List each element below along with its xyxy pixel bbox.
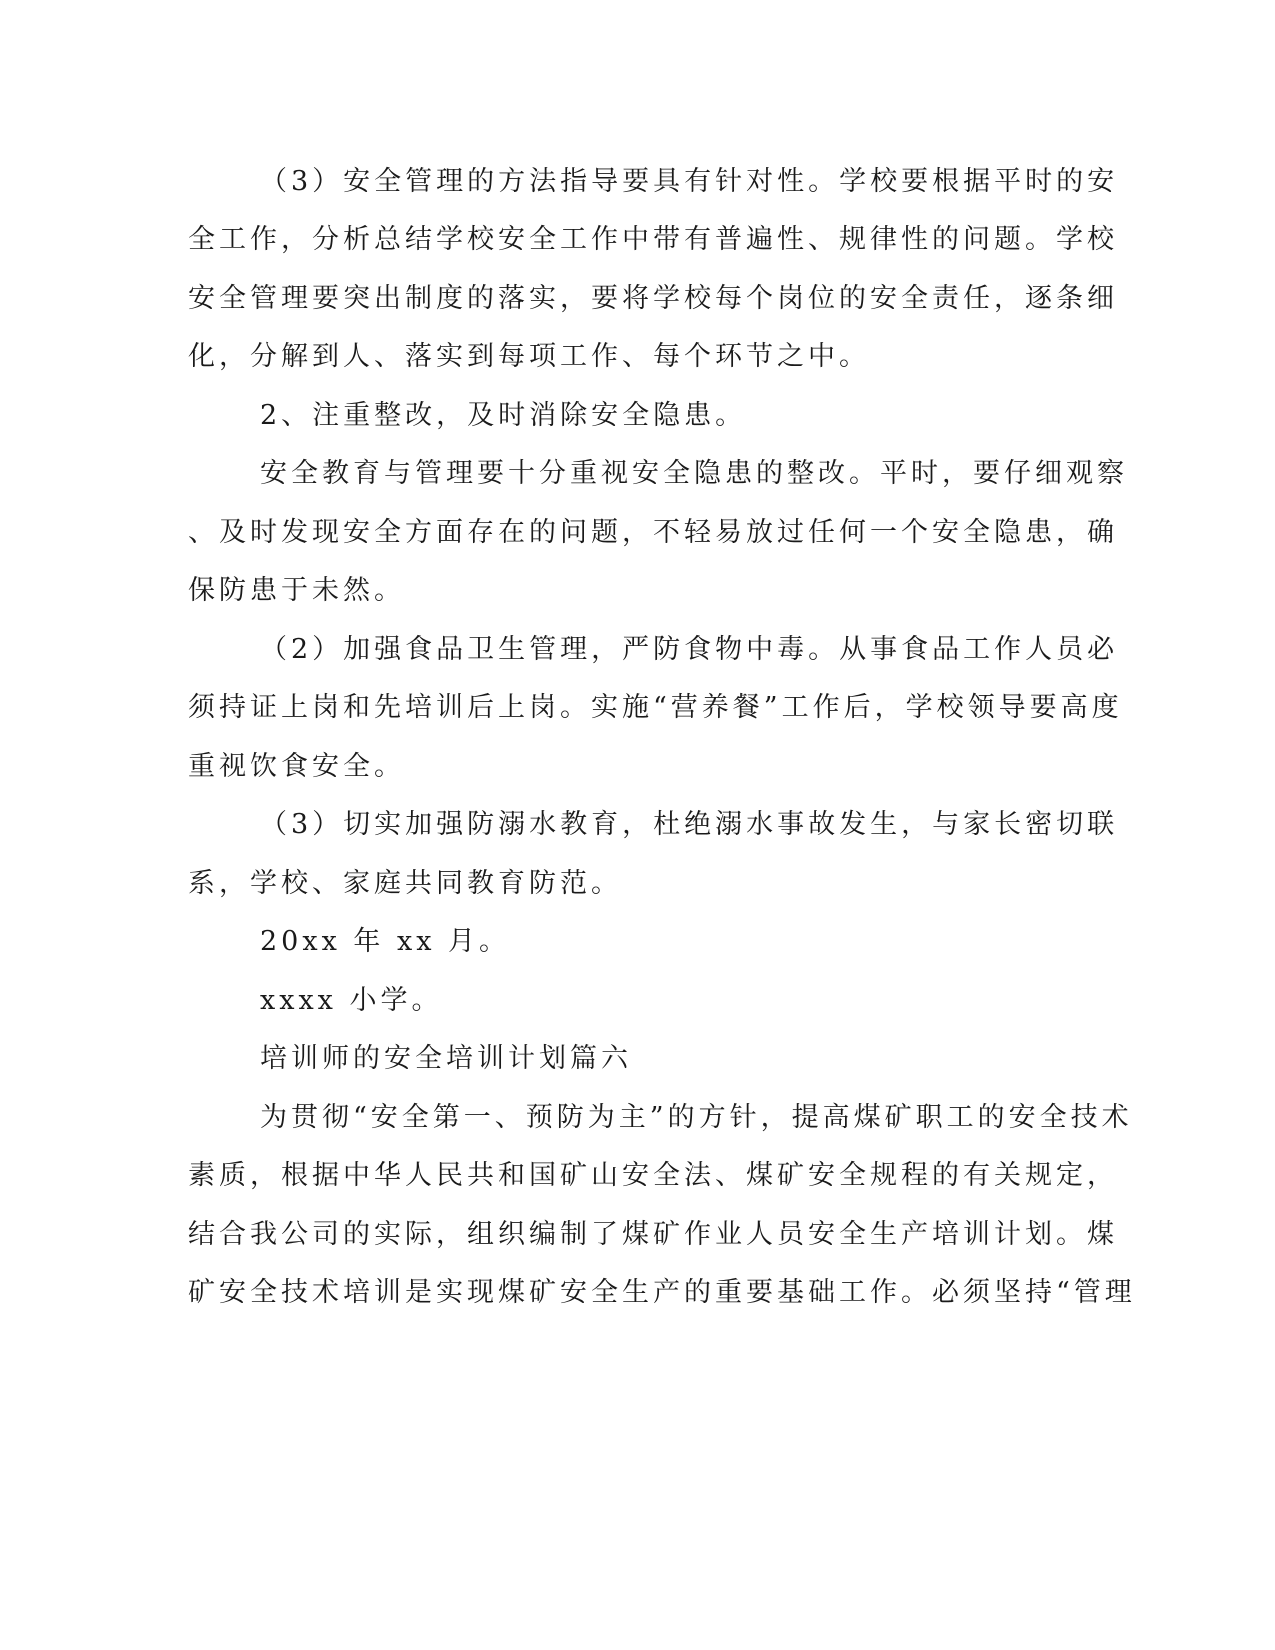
paragraph-line: 系，学校、家庭共同教育防范。 (188, 868, 622, 899)
paragraph-line: 重视饮食安全。 (188, 751, 405, 782)
paragraph-line: 保防患于未然。 (188, 575, 405, 606)
date-line: 20xx 年 xx 月。 (260, 926, 511, 957)
signature-line: xxxx 小学。 (260, 985, 443, 1016)
paragraph-line: （3）切实加强防溺水教育，杜绝溺水事故发生，与家长密切联 (260, 809, 1119, 840)
paragraph-line: （2）加强食品卫生管理，严防食物中毒。从事食品工作人员必 (260, 634, 1119, 665)
paragraph-line: 矿安全技术培训是实现煤矿安全生产的重要基础工作。必须坚持“管理 (188, 1277, 1136, 1308)
paragraph-line: 结合我公司的实际，组织编制了煤矿作业人员安全生产培训计划。煤 (188, 1219, 1118, 1250)
section-title: 培训师的安全培训计划篇六 (260, 1043, 632, 1074)
paragraph-line: 化，分解到人、落实到每项工作、每个环节之中。 (188, 341, 870, 372)
paragraph-line: 全工作，分析总结学校安全工作中带有普遍性、规律性的问题。学校 (188, 224, 1118, 255)
paragraph-line: 为贯彻“安全第一、预防为主”的方针，提高煤矿职工的安全技术 (260, 1102, 1133, 1133)
section-heading: 2、注重整改，及时消除安全隐患。 (260, 400, 747, 431)
paragraph-line: 须持证上岗和先培训后上岗。实施“营养餐”工作后，学校领导要高度 (188, 692, 1123, 723)
paragraph-line: 安全管理要突出制度的落实，要将学校每个岗位的安全责任，逐条细 (188, 283, 1118, 314)
paragraph-line: 素质，根据中华人民共和国矿山安全法、煤矿安全规程的有关规定， (188, 1160, 1118, 1191)
paragraph-line: （3）安全管理的方法指导要具有针对性。学校要根据平时的安 (260, 166, 1119, 197)
paragraph-line: 安全教育与管理要十分重视安全隐患的整改。平时，要仔细观察 (260, 458, 1128, 489)
paragraph-line: 、及时发现安全方面存在的问题，不轻易放过任何一个安全隐患，确 (188, 517, 1118, 548)
